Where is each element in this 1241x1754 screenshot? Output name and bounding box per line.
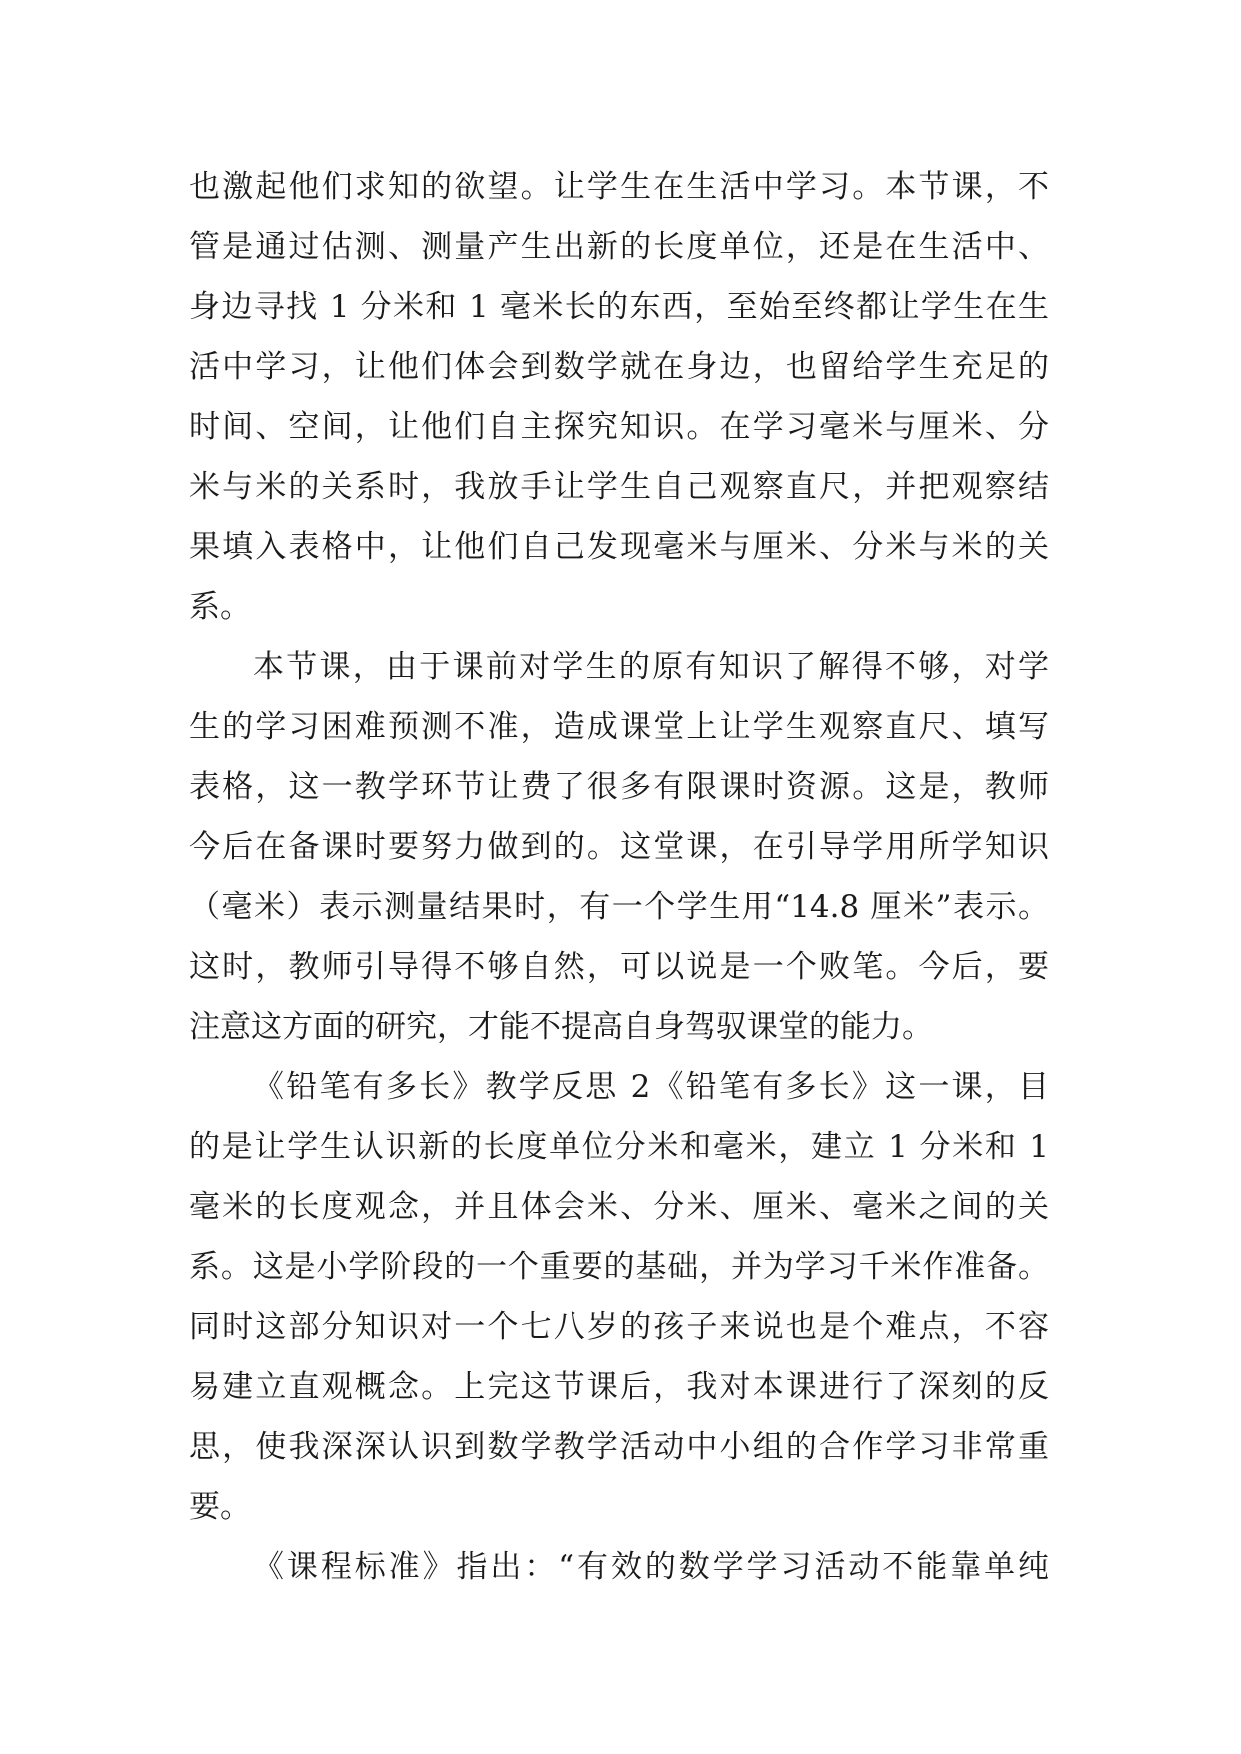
text-line: 表格，这一教学环节让费了很多有限课时资源。这是，教师: [189, 769, 1049, 805]
text-line: 果填入表格中，让他们自己发现毫米与厘米、分米与米的关: [189, 529, 1049, 565]
text-line: 这时，教师引导得不够自然，可以说是一个败笔。今后，要: [189, 949, 1049, 985]
text-line: 易建立直观概念。上完这节课后，我对本课进行了深刻的反: [189, 1369, 1049, 1405]
text-line: 毫米的长度观念，并且体会米、分米、厘米、毫米之间的关: [189, 1189, 1049, 1225]
text-line: 管是通过估测、测量产生出新的长度单位，还是在生活中、: [189, 229, 1049, 265]
text-line: 时间、空间，让他们自主探究知识。在学习毫米与厘米、分: [189, 409, 1049, 445]
paragraph: [189, 157, 1049, 637]
text-line: 米与米的关系时，我放手让学生自己观察直尺，并把观察结: [189, 469, 1049, 505]
text-line: 系。: [189, 589, 251, 625]
text-line: 注意这方面的研究，才能不提高自身驾驭课堂的能力。: [189, 1009, 933, 1045]
text-line: 本节课，由于课前对学生的原有知识了解得不够，对学: [253, 649, 1049, 685]
text-line: 《铅笔有多长》教学反思 2《铅笔有多长》这一课，目: [253, 1069, 1049, 1105]
paragraph: [189, 637, 1049, 1057]
text-line: 要。: [189, 1489, 251, 1525]
text-line: （毫米）表示测量结果时，有一个学生用“14.8 厘米”表示。: [189, 889, 1049, 925]
body-text: [189, 157, 1049, 1597]
text-line: 同时这部分知识对一个七八岁的孩子来说也是个难点，不容: [189, 1309, 1049, 1345]
text-line: 生的学习困难预测不准，造成课堂上让学生观察直尺、填写: [189, 709, 1049, 745]
text-line: 活中学习，让他们体会到数学就在身边，也留给学生充足的: [189, 349, 1049, 385]
text-line: 今后在备课时要努力做到的。这堂课，在引导学用所学知识: [189, 829, 1049, 865]
text-line: 的是让学生认识新的长度单位分米和毫米，建立 1 分米和 1: [189, 1129, 1049, 1165]
text-line: 系。这是小学阶段的一个重要的基础，并为学习千米作准备。: [189, 1249, 1049, 1285]
text-line: 也激起他们求知的欲望。让学生在生活中学习。本节课，不: [189, 169, 1049, 205]
text-line: 思，使我深深认识到数学教学活动中小组的合作学习非常重: [189, 1429, 1049, 1465]
paragraph: [189, 1057, 1049, 1537]
paragraph: [189, 1537, 1049, 1597]
text-line: 《课程标准》指出：“有效的数学学习活动不能靠单纯: [253, 1549, 1049, 1585]
text-line: 身边寻找 1 分米和 1 毫米长的东西，至始至终都让学生在生: [189, 289, 1049, 325]
